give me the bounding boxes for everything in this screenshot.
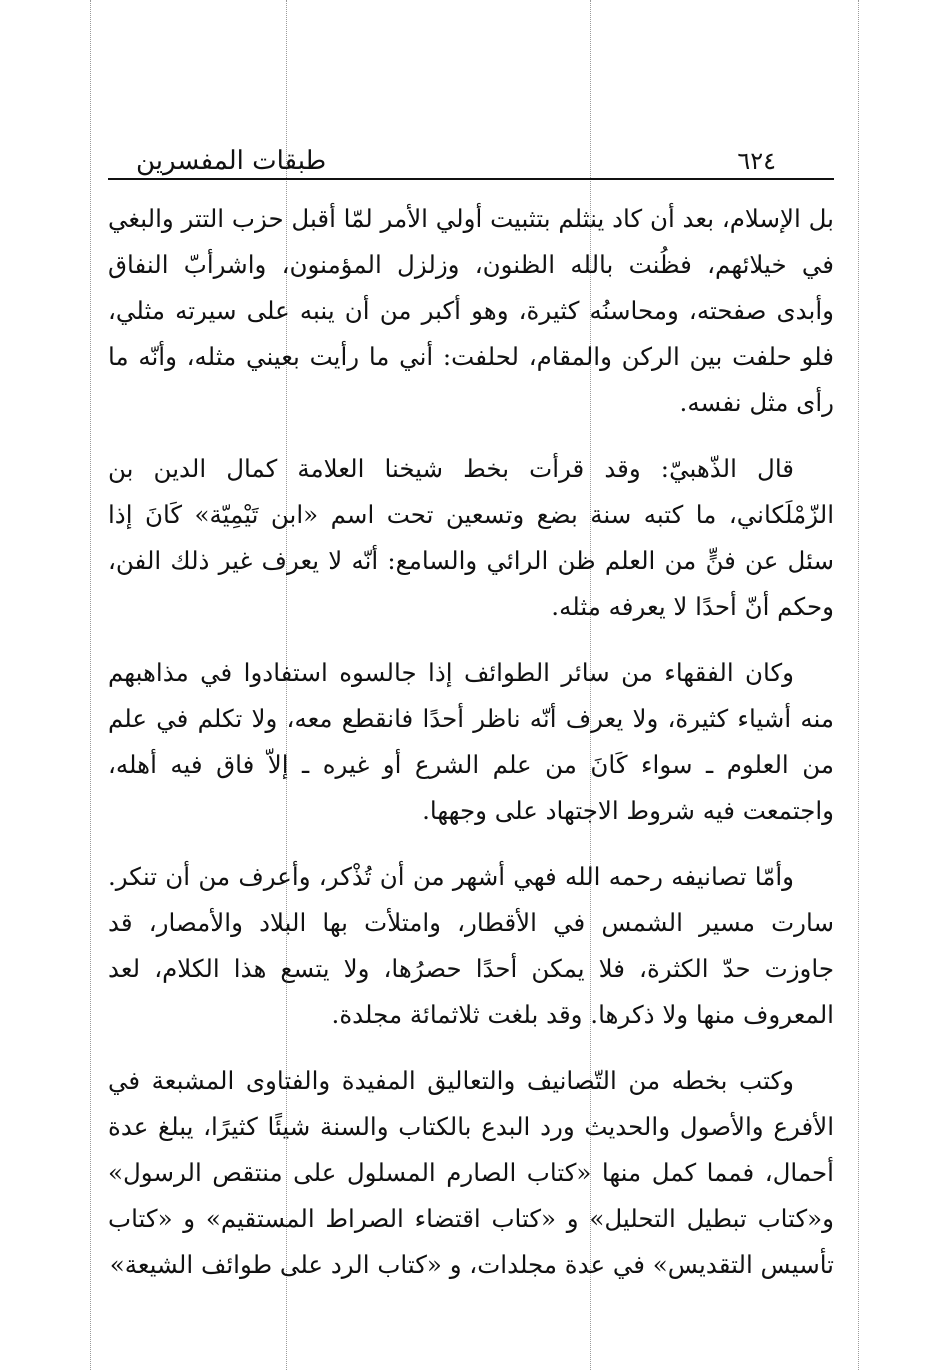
body-text xyxy=(108,196,834,1288)
scan-line-left xyxy=(90,0,91,1370)
scan-line-right xyxy=(858,0,859,1370)
book-title: طبقات المفسرين xyxy=(136,146,327,176)
paragraph-4: وأمّا تصانيفه رحمه الله فهي أشهر من أن تُذْكر، وأعرف من أن تنكر. سارت مسير الشمس في الأقطار، وامتلأت بها البلاد والأمصار، قد جاوزت حدّ الكثرة، فلا يمكن أحدًا حصرُها، ولا يتسع هذا الكلام، لعد المعروف منها ولا ذكرها. وقد بلغت ثلاثمائة مجلدة. xyxy=(108,862,834,1029)
paragraph-3: وكان الفقهاء من سائر الطوائف إذا جالسوه استفادوا في مذاهبهم منه أشياء كثيرة، ولا يعرف أنّه ناظر أحدًا فانقطع معه، ولا تكلم في علم من العلوم ـ سواء كَانَ من علم الشرع أو غيره ـ إلاّ فاق فيه أهله، واجتمعت فيه شروط الاجتهاد على وجهها. xyxy=(108,658,834,825)
paragraph-2: قال الذّهبيّ: وقد قرأت بخط شيخنا العلامة كمال الدين بن الزّمْلَكاني، ما كتبه سنة بضع وتسعين تحت اسم «ابن تَيْمِيّة» كَانَ إذا سئل عن فنٍّ من العلم ظن الرائي والسامع: أنّه لا يعرف غير ذلك الفن، وحكم أنّ أحدًا لا يعرفه مثله. xyxy=(108,454,834,621)
book-page xyxy=(108,138,834,1308)
running-header xyxy=(108,138,834,180)
page-number: ٦٢٤ xyxy=(737,147,776,175)
paragraph-1: بل الإسلام، بعد أن كاد ينثلم بتثبيت أولي الأمر لمّا أقبل حزب التتر والبغي في خيلائهم، فظُنت بالله الظنون، وزلزل المؤمنون، واشرأبّ النفاق وأبدى صفحته، ومحاسنُه كثيرة، وهو أكبر من أن ينبه على سيرته مثلي، فلو حلفت بين الركن والمقام، لحلفت: أني ما رأيت بعيني مثله، وأنّه ما رأى مثل نفسه. xyxy=(108,204,834,417)
paragraph-5: وكتب بخطه من التّصانيف والتعاليق المفيدة والفتاوى المشبعة في الأفرع والأصول والحديث ورد البدع بالكتاب والسنة شيئًا كثيرًا، يبلغ عدة أحمال، فمما كمل منها «كتاب الصارم المسلول على منتقص الرسول» و«كتاب تبطيل التحليل» و «كتاب اقتضاء الصراط المستقيم» و «كتاب تأسيس التقديس» في عدة مجلدات، و «كتاب الرد على طوائف الشيعة» xyxy=(108,1066,834,1279)
